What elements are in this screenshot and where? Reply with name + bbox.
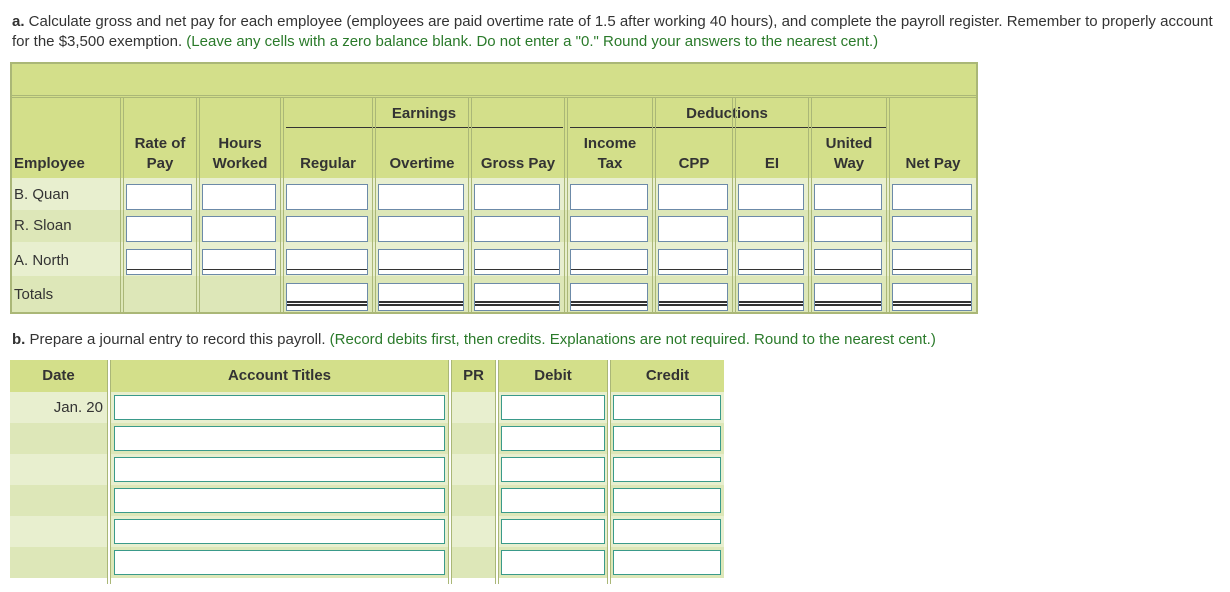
column-separator [652, 98, 656, 312]
rate-of-pay-input[interactable] [126, 249, 192, 275]
column-separator [280, 98, 284, 312]
rate-of-pay-input[interactable] [126, 216, 192, 242]
journal-row [10, 547, 724, 578]
journal-date [10, 547, 107, 578]
header-ei: EI [764, 155, 780, 172]
gross-pay-input[interactable] [474, 249, 560, 275]
header-cpp: CPP [678, 155, 710, 172]
journal-column-separator [607, 360, 611, 584]
journal-row [10, 516, 724, 547]
employee-name: A. North [14, 252, 70, 269]
total-cpp-input[interactable] [658, 283, 728, 311]
payroll-grid [12, 98, 976, 312]
part-b-note: (Record debits first, then credits. Explanations are not required. Round to the nearest cent.) [325, 331, 936, 348]
hours-worked-input[interactable] [202, 184, 276, 210]
regular-input[interactable] [286, 216, 368, 242]
debit-input[interactable] [501, 426, 605, 451]
credit-input[interactable] [613, 519, 721, 544]
column-separator [732, 98, 736, 312]
header-hours: Hours Worked [212, 135, 268, 172]
debit-input[interactable] [501, 519, 605, 544]
debit-input[interactable] [501, 550, 605, 575]
cpp-input[interactable] [658, 184, 728, 210]
earnings-underline [286, 127, 563, 128]
journal-row [10, 454, 724, 485]
journal-date: Jan. 20 [53, 399, 103, 416]
credit-input[interactable] [613, 550, 721, 575]
part-a-instructions [12, 12, 1217, 52]
income-tax-input[interactable] [570, 216, 648, 242]
employee-name: B. Quan [14, 186, 70, 203]
ei-input[interactable] [738, 249, 804, 275]
totals-label: Totals [14, 286, 54, 303]
account-title-input[interactable] [114, 395, 445, 420]
journal-column-separator [448, 360, 452, 584]
header-rate: Rate of Pay [134, 135, 186, 172]
header-debit: Debit [499, 360, 607, 392]
header-credit: Credit [611, 360, 724, 392]
journal-column-separator [107, 360, 111, 584]
account-title-input[interactable] [114, 426, 445, 451]
total-ei-input[interactable] [738, 283, 804, 311]
income-tax-input[interactable] [570, 249, 648, 275]
income-tax-input[interactable] [570, 184, 648, 210]
header-date: Date [10, 360, 107, 392]
total-net-pay-input[interactable] [892, 283, 972, 311]
total-gross-pay-input[interactable] [474, 283, 560, 311]
header-regular: Regular [300, 155, 356, 172]
journal-date [10, 454, 107, 485]
column-separator [808, 98, 812, 312]
gross-pay-input[interactable] [474, 216, 560, 242]
cpp-input[interactable] [658, 249, 728, 275]
header-united-way: United Way [825, 135, 873, 172]
header-earnings: Earnings [391, 105, 457, 122]
journal-date [10, 423, 107, 454]
employee-name: R. Sloan [14, 217, 72, 234]
united-way-input[interactable] [814, 184, 882, 210]
header-income-tax: Income Tax [583, 135, 637, 172]
account-title-input[interactable] [114, 457, 445, 482]
payroll-register [10, 62, 978, 314]
column-separator [564, 98, 568, 312]
credit-input[interactable] [613, 395, 721, 420]
overtime-input[interactable] [378, 249, 464, 275]
credit-input[interactable] [613, 426, 721, 451]
total-income-tax-input[interactable] [570, 283, 648, 311]
regular-input[interactable] [286, 249, 368, 275]
credit-input[interactable] [613, 457, 721, 482]
debit-input[interactable] [501, 457, 605, 482]
gross-pay-input[interactable] [474, 184, 560, 210]
total-overtime-input[interactable] [378, 283, 464, 311]
part-a-label: a. [12, 13, 25, 30]
rate-of-pay-input[interactable] [126, 184, 192, 210]
journal-date [10, 485, 107, 516]
debit-input[interactable] [501, 395, 605, 420]
part-b-label: b. [12, 331, 26, 348]
credit-input[interactable] [613, 488, 721, 513]
part-b-instructions [12, 330, 1217, 350]
part-a-text: Calculate gross and net pay for each employee (employees are paid overtime rate of 1.5 after working 40 hours), and complete the payroll register. Remember to properly account for the $3,500 exemption. [12, 13, 1213, 50]
header-overtime: Overtime [389, 155, 455, 172]
net-pay-input[interactable] [892, 249, 972, 275]
cpp-input[interactable] [658, 216, 728, 242]
column-separator [196, 98, 200, 312]
hours-worked-input[interactable] [202, 216, 276, 242]
header-employee: Employee [14, 155, 85, 172]
column-separator [372, 98, 376, 312]
deductions-underline [570, 127, 886, 128]
overtime-input[interactable] [378, 184, 464, 210]
overtime-input[interactable] [378, 216, 464, 242]
journal-column-separator [495, 360, 499, 584]
total-united-way-input[interactable] [814, 283, 882, 311]
part-b-text: Prepare a journal entry to record this payroll. [25, 331, 326, 348]
journal-row [10, 485, 724, 516]
journal-entry-table [10, 360, 724, 584]
debit-input[interactable] [501, 488, 605, 513]
united-way-input[interactable] [814, 216, 882, 242]
payroll-banner [12, 64, 976, 98]
net-pay-input[interactable] [892, 216, 972, 242]
column-separator [886, 98, 890, 312]
regular-input[interactable] [286, 184, 368, 210]
header-net-pay: Net Pay [905, 155, 961, 172]
account-title-input[interactable] [114, 488, 445, 513]
ei-input[interactable] [738, 216, 804, 242]
header-deductions: Deductions [686, 105, 768, 122]
ei-input[interactable] [738, 184, 804, 210]
account-title-input[interactable] [114, 519, 445, 544]
header-pr: PR [452, 360, 495, 392]
account-title-input[interactable] [114, 550, 445, 575]
united-way-input[interactable] [814, 249, 882, 275]
column-separator [468, 98, 472, 312]
hours-worked-input[interactable] [202, 249, 276, 275]
column-separator [120, 98, 124, 312]
header-account-titles: Account Titles [111, 360, 448, 392]
total-regular-input[interactable] [286, 283, 368, 311]
journal-row [10, 392, 724, 423]
part-a-note: (Leave any cells with a zero balance blank. Do not enter a "0." Round your answers to the nearest cent.) [182, 33, 879, 50]
journal-row [10, 423, 724, 454]
journal-date [10, 516, 107, 547]
header-gross-pay: Gross Pay [480, 155, 556, 172]
net-pay-input[interactable] [892, 184, 972, 210]
